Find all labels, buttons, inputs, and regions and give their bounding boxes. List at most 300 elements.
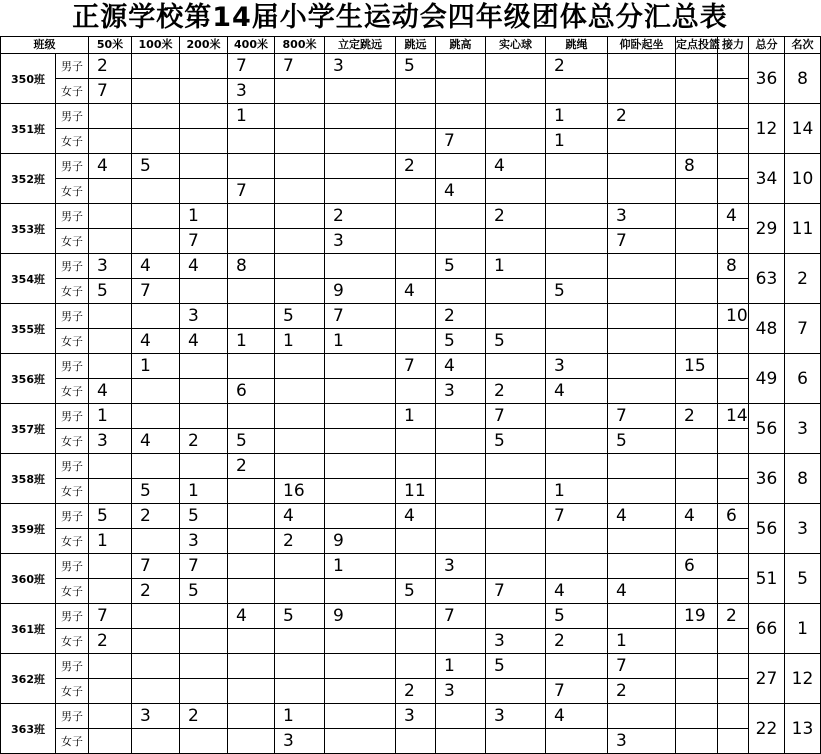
- total-score: 51: [749, 554, 785, 604]
- score-cell: 7: [325, 304, 396, 329]
- score-cell: [396, 179, 436, 204]
- score-cell: 2: [546, 629, 608, 654]
- score-cell: [89, 479, 132, 504]
- table-row: [1, 254, 821, 279]
- score-cell: [228, 154, 275, 179]
- header-event: 50米: [89, 37, 132, 54]
- score-cell: [676, 379, 718, 404]
- score-cell: [325, 579, 396, 604]
- score-cell: 2: [396, 154, 436, 179]
- score-cell: [486, 454, 546, 479]
- score-cell: [486, 504, 546, 529]
- score-cell: 8: [228, 254, 275, 279]
- score-cell: [436, 529, 486, 554]
- score-cell: 4: [89, 154, 132, 179]
- score-cell: [486, 179, 546, 204]
- gender-label: 男子: [56, 454, 89, 479]
- score-cell: [546, 179, 608, 204]
- score-cell: [275, 654, 325, 679]
- score-cell: [546, 404, 608, 429]
- table-row: [1, 129, 821, 154]
- gender-label: 女子: [56, 629, 89, 654]
- total-score: 36: [749, 54, 785, 104]
- score-cell: 7: [132, 279, 180, 304]
- gender-label: 女子: [56, 279, 89, 304]
- class-name: 358班: [1, 454, 56, 504]
- score-cell: [546, 204, 608, 229]
- score-cell: [546, 654, 608, 679]
- total-score: 27: [749, 654, 785, 704]
- class-name: 352班: [1, 154, 56, 204]
- score-cell: 16: [275, 479, 325, 504]
- score-cell: 3: [608, 729, 676, 754]
- score-cell: 2: [608, 104, 676, 129]
- score-cell: [228, 729, 275, 754]
- score-cell: 19: [676, 604, 718, 629]
- score-cell: 3: [275, 729, 325, 754]
- score-cell: 1: [228, 104, 275, 129]
- score-cell: 1: [180, 204, 228, 229]
- score-cell: [718, 179, 749, 204]
- score-cell: [676, 454, 718, 479]
- score-cell: [676, 54, 718, 79]
- score-cell: [180, 79, 228, 104]
- score-cell: 1: [546, 104, 608, 129]
- score-cell: 2: [436, 304, 486, 329]
- gender-label: 男子: [56, 504, 89, 529]
- gender-label: 男子: [56, 54, 89, 79]
- table-row: [1, 404, 821, 429]
- score-cell: [89, 704, 132, 729]
- score-cell: [89, 304, 132, 329]
- score-cell: 7: [486, 404, 546, 429]
- rank-cell: 10: [785, 154, 821, 204]
- score-cell: [436, 729, 486, 754]
- score-cell: [546, 554, 608, 579]
- table-row: [1, 479, 821, 504]
- score-cell: [89, 729, 132, 754]
- score-cell: 6: [676, 554, 718, 579]
- score-cell: [718, 354, 749, 379]
- score-cell: 5: [132, 479, 180, 504]
- score-cell: 7: [436, 129, 486, 154]
- score-cell: 2: [608, 679, 676, 704]
- score-cell: [325, 629, 396, 654]
- table-row: [1, 204, 821, 229]
- score-cell: [608, 454, 676, 479]
- score-cell: [228, 129, 275, 154]
- score-cell: [275, 104, 325, 129]
- score-cell: [396, 304, 436, 329]
- score-cell: 4: [396, 504, 436, 529]
- score-cell: [180, 679, 228, 704]
- table-row: [1, 329, 821, 354]
- score-cell: [228, 579, 275, 604]
- score-cell: [180, 104, 228, 129]
- score-cell: [718, 279, 749, 304]
- score-cell: 7: [89, 604, 132, 629]
- score-cell: [325, 104, 396, 129]
- score-cell: [676, 79, 718, 104]
- score-cell: 2: [132, 579, 180, 604]
- score-cell: [228, 679, 275, 704]
- score-cell: [608, 379, 676, 404]
- score-cell: [676, 104, 718, 129]
- score-cell: [396, 729, 436, 754]
- score-cell: [132, 379, 180, 404]
- score-cell: [718, 679, 749, 704]
- score-cell: [608, 329, 676, 354]
- score-cell: 7: [132, 554, 180, 579]
- score-cell: 1: [228, 329, 275, 354]
- score-cell: 5: [180, 579, 228, 604]
- score-cell: 3: [132, 704, 180, 729]
- score-cell: 3: [180, 304, 228, 329]
- score-cell: [228, 229, 275, 254]
- score-cell: 5: [486, 654, 546, 679]
- score-cell: [132, 54, 180, 79]
- score-cell: [676, 629, 718, 654]
- score-cell: [436, 429, 486, 454]
- score-cell: 3: [325, 229, 396, 254]
- score-cell: [89, 104, 132, 129]
- score-cell: [486, 104, 546, 129]
- score-cell: [608, 304, 676, 329]
- score-cell: [676, 479, 718, 504]
- score-cell: [132, 679, 180, 704]
- score-cell: [436, 704, 486, 729]
- score-cell: 2: [180, 704, 228, 729]
- score-cell: 7: [546, 504, 608, 529]
- gender-label: 男子: [56, 304, 89, 329]
- header-event: 仰卧起坐: [608, 37, 676, 54]
- score-cell: [396, 104, 436, 129]
- score-cell: [396, 604, 436, 629]
- score-cell: 2: [676, 404, 718, 429]
- score-cell: [325, 504, 396, 529]
- header-event: 100米: [132, 37, 180, 54]
- score-cell: 2: [180, 429, 228, 454]
- header-event: 200米: [180, 37, 228, 54]
- score-cell: [228, 479, 275, 504]
- score-cell: 4: [132, 254, 180, 279]
- score-cell: 3: [486, 629, 546, 654]
- score-cell: [180, 729, 228, 754]
- score-cell: 4: [718, 204, 749, 229]
- header-event: 实心球: [486, 37, 546, 54]
- score-cell: [89, 229, 132, 254]
- score-cell: [132, 229, 180, 254]
- header-row: [1, 37, 821, 54]
- gender-label: 女子: [56, 229, 89, 254]
- score-cell: [325, 129, 396, 154]
- score-cell: [180, 354, 228, 379]
- score-cell: [396, 429, 436, 454]
- table-row: [1, 154, 821, 179]
- score-cell: [676, 704, 718, 729]
- score-cell: [89, 454, 132, 479]
- score-cell: [89, 354, 132, 379]
- score-cell: [275, 429, 325, 454]
- score-cell: [325, 454, 396, 479]
- score-cell: 4: [228, 604, 275, 629]
- score-cell: [132, 729, 180, 754]
- score-cell: 5: [89, 279, 132, 304]
- score-cell: [325, 179, 396, 204]
- score-cell: 5: [436, 329, 486, 354]
- score-cell: [180, 279, 228, 304]
- score-cell: [132, 104, 180, 129]
- table-row: [1, 304, 821, 329]
- score-cell: [676, 579, 718, 604]
- gender-label: 男子: [56, 354, 89, 379]
- score-cell: [608, 179, 676, 204]
- score-cell: 9: [325, 604, 396, 629]
- score-cell: [228, 304, 275, 329]
- score-cell: [676, 529, 718, 554]
- score-cell: 7: [486, 579, 546, 604]
- score-cell: [325, 704, 396, 729]
- score-cell: [89, 329, 132, 354]
- table-row: [1, 729, 821, 754]
- header-event: 接力: [718, 37, 749, 54]
- score-cell: 5: [275, 304, 325, 329]
- score-cell: [436, 79, 486, 104]
- score-cell: [486, 129, 546, 154]
- score-cell: [396, 454, 436, 479]
- score-cell: [608, 354, 676, 379]
- score-cell: 2: [132, 504, 180, 529]
- class-name: 357班: [1, 404, 56, 454]
- score-cell: 4: [275, 504, 325, 529]
- score-cell: 3: [436, 679, 486, 704]
- score-cell: [546, 304, 608, 329]
- score-cell: 8: [718, 254, 749, 279]
- header-rank: 名次: [785, 37, 821, 54]
- header-event: 跳高: [436, 37, 486, 54]
- score-cell: [608, 279, 676, 304]
- score-cell: 5: [486, 329, 546, 354]
- table-row: [1, 354, 821, 379]
- score-cell: [396, 654, 436, 679]
- score-cell: 3: [89, 254, 132, 279]
- score-cell: [546, 729, 608, 754]
- score-cell: [132, 129, 180, 154]
- score-cell: 1: [436, 654, 486, 679]
- score-cell: [436, 579, 486, 604]
- gender-label: 男子: [56, 654, 89, 679]
- score-cell: 4: [486, 154, 546, 179]
- rank-cell: 14: [785, 104, 821, 154]
- header-event: 定点投篮: [676, 37, 718, 54]
- score-cell: [436, 229, 486, 254]
- score-cell: 2: [325, 204, 396, 229]
- score-cell: 11: [396, 479, 436, 504]
- score-cell: [718, 379, 749, 404]
- score-cell: [676, 304, 718, 329]
- score-cell: 3: [436, 554, 486, 579]
- score-cell: 2: [546, 54, 608, 79]
- score-cell: [486, 479, 546, 504]
- score-cell: [228, 279, 275, 304]
- gender-label: 女子: [56, 729, 89, 754]
- score-cell: [275, 579, 325, 604]
- score-cell: [546, 254, 608, 279]
- score-cell: 4: [676, 504, 718, 529]
- table-row: [1, 179, 821, 204]
- score-cell: [275, 554, 325, 579]
- score-cell: [676, 179, 718, 204]
- score-cell: 5: [180, 504, 228, 529]
- score-cell: [676, 129, 718, 154]
- score-cell: 3: [325, 54, 396, 79]
- gender-label: 女子: [56, 129, 89, 154]
- score-cell: [396, 204, 436, 229]
- score-cell: 9: [325, 529, 396, 554]
- class-name: 359班: [1, 504, 56, 554]
- score-cell: [608, 604, 676, 629]
- score-cell: [486, 554, 546, 579]
- score-cell: [396, 329, 436, 354]
- score-cell: [718, 554, 749, 579]
- gender-label: 女子: [56, 329, 89, 354]
- score-cell: 7: [436, 604, 486, 629]
- score-cell: 1: [89, 404, 132, 429]
- score-cell: [275, 279, 325, 304]
- score-cell: [676, 729, 718, 754]
- table-row: [1, 554, 821, 579]
- gender-label: 男子: [56, 404, 89, 429]
- score-cell: [275, 154, 325, 179]
- class-name: 355班: [1, 304, 56, 354]
- score-cell: [228, 354, 275, 379]
- score-cell: [132, 404, 180, 429]
- header-total: 总分: [749, 37, 785, 54]
- score-cell: [676, 279, 718, 304]
- score-cell: [676, 429, 718, 454]
- score-cell: [228, 529, 275, 554]
- score-cell: [132, 454, 180, 479]
- score-cell: [89, 179, 132, 204]
- score-cell: [608, 54, 676, 79]
- table-row: [1, 379, 821, 404]
- score-cell: [180, 454, 228, 479]
- score-cell: [275, 129, 325, 154]
- score-cell: 4: [132, 329, 180, 354]
- score-cell: 4: [89, 379, 132, 404]
- gender-label: 男子: [56, 254, 89, 279]
- score-cell: 1: [396, 404, 436, 429]
- class-name: 363班: [1, 704, 56, 754]
- score-cell: 2: [718, 604, 749, 629]
- score-cell: 1: [325, 554, 396, 579]
- score-cell: [676, 229, 718, 254]
- score-cell: [275, 254, 325, 279]
- score-cell: [436, 279, 486, 304]
- score-cell: 1: [275, 329, 325, 354]
- gender-label: 男子: [56, 604, 89, 629]
- score-cell: 2: [228, 454, 275, 479]
- score-cell: [132, 304, 180, 329]
- table-row: [1, 229, 821, 254]
- score-cell: 4: [436, 179, 486, 204]
- score-cell: [325, 729, 396, 754]
- score-cell: [718, 79, 749, 104]
- score-cell: [486, 529, 546, 554]
- gender-label: 女子: [56, 479, 89, 504]
- score-cell: [486, 354, 546, 379]
- score-cell: [718, 329, 749, 354]
- gender-label: 女子: [56, 529, 89, 554]
- gender-label: 男子: [56, 704, 89, 729]
- score-cell: [546, 79, 608, 104]
- score-cell: [275, 204, 325, 229]
- table-body: [1, 54, 821, 754]
- rank-cell: 13: [785, 704, 821, 754]
- score-cell: [132, 629, 180, 654]
- score-cell: [325, 254, 396, 279]
- total-score: 56: [749, 404, 785, 454]
- score-cell: 1: [132, 354, 180, 379]
- score-cell: [132, 79, 180, 104]
- score-cell: [228, 504, 275, 529]
- rank-cell: 8: [785, 54, 821, 104]
- header-event: 跳绳: [546, 37, 608, 54]
- total-score: 49: [749, 354, 785, 404]
- table-row: [1, 504, 821, 529]
- score-cell: 4: [180, 329, 228, 354]
- score-cell: [486, 604, 546, 629]
- score-cell: 5: [275, 604, 325, 629]
- header-event: 立定跳远: [325, 37, 396, 54]
- score-cell: [396, 129, 436, 154]
- rank-cell: 3: [785, 404, 821, 454]
- score-cell: 5: [546, 279, 608, 304]
- score-cell: 2: [396, 679, 436, 704]
- score-cell: 14: [718, 404, 749, 429]
- score-cell: [132, 204, 180, 229]
- score-cell: 1: [486, 254, 546, 279]
- score-cell: 2: [486, 379, 546, 404]
- score-cell: [486, 79, 546, 104]
- score-cell: 7: [89, 79, 132, 104]
- score-cell: [325, 379, 396, 404]
- score-cell: 9: [325, 279, 396, 304]
- gender-label: 女子: [56, 79, 89, 104]
- score-cell: [325, 404, 396, 429]
- score-cell: [275, 679, 325, 704]
- score-cell: [718, 429, 749, 454]
- rank-cell: 6: [785, 354, 821, 404]
- score-cell: 5: [436, 254, 486, 279]
- score-cell: [436, 404, 486, 429]
- gender-label: 男子: [56, 204, 89, 229]
- score-cell: [676, 204, 718, 229]
- score-cell: [132, 529, 180, 554]
- total-score: 12: [749, 104, 785, 154]
- score-cell: 3: [396, 704, 436, 729]
- score-cell: [486, 279, 546, 304]
- score-cell: [486, 729, 546, 754]
- table-row: [1, 629, 821, 654]
- score-cell: [718, 479, 749, 504]
- total-score: 48: [749, 304, 785, 354]
- score-cell: [325, 679, 396, 704]
- table-row: [1, 454, 821, 479]
- score-cell: [676, 329, 718, 354]
- score-cell: 1: [546, 129, 608, 154]
- score-cell: 4: [396, 279, 436, 304]
